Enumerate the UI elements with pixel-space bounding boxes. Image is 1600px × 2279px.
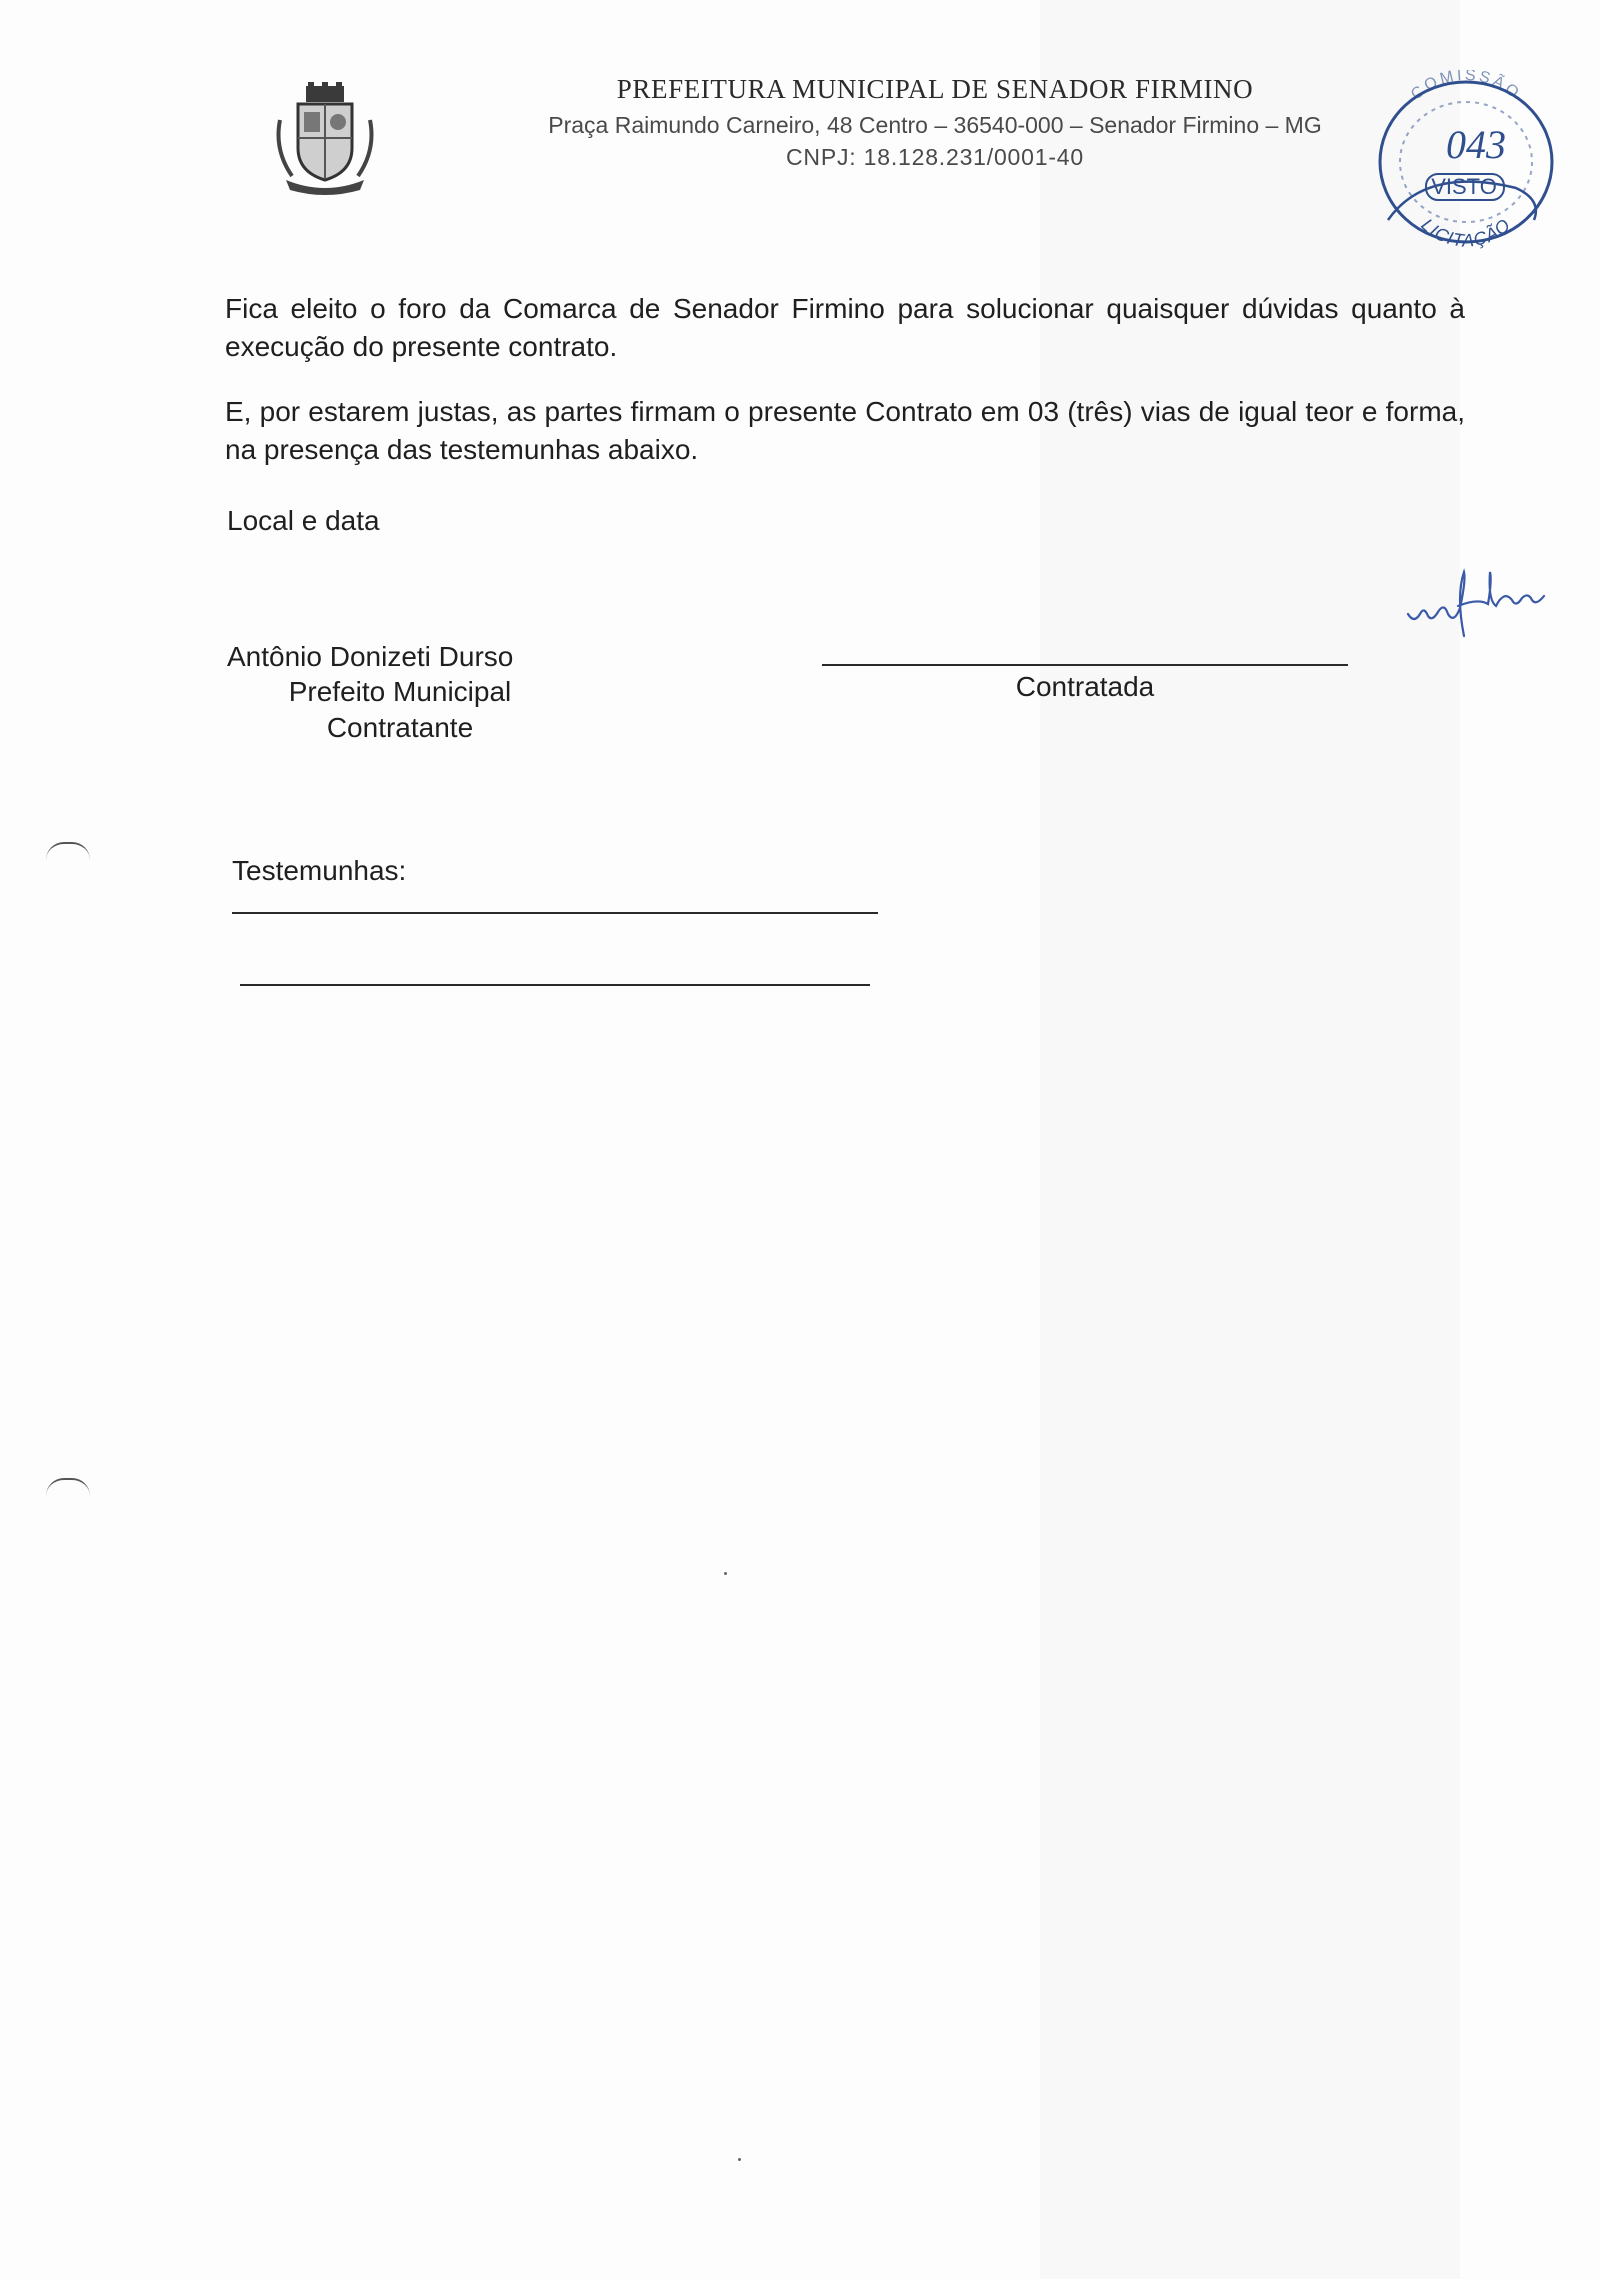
paragraph-agreement: E, por estarem justas, as partes firmam o presente Contrato em 03 (três) vias de igual teor e forma, na presença das testemunhas abaixo. xyxy=(225,396,1465,465)
contractor-role: Prefeito Municipal xyxy=(288,676,512,707)
paragraph-jurisdiction: Fica eleito o foro da Comarca de Senador Firmino para solucionar quaisquer dúvidas quanto à execução do presente contrato. xyxy=(225,293,1465,362)
stamp-bottom-text: LICITAÇÃO xyxy=(1417,214,1515,250)
contractor-name: Antônio Donizeti Durso xyxy=(227,641,514,672)
hole-punch-mark xyxy=(46,1478,90,1496)
svg-text:COMISSÃO xyxy=(1408,70,1524,103)
contracted-signature-line xyxy=(822,664,1348,666)
scan-speck xyxy=(724,1572,727,1575)
svg-text:LICITAÇÃO xyxy=(1417,214,1514,250)
handwritten-initials xyxy=(1404,560,1548,640)
contracted-label: Contratada xyxy=(1015,671,1155,702)
scan-speck xyxy=(738,2158,741,2161)
municipality-address: Praça Raimundo Carneiro, 48 Centro – 36540-000 – Senador Firmino – MG xyxy=(548,112,1322,138)
stamp-top-text: COMISSÃO xyxy=(1407,70,1525,104)
witness-1-signature-line xyxy=(232,912,878,914)
witnesses-label: Testemunhas: xyxy=(232,855,407,886)
coat-of-arms-icon xyxy=(272,80,378,196)
municipality-title: PREFEITURA MUNICIPAL DE SENADOR FIRMINO xyxy=(616,74,1254,104)
municipality-cnpj: CNPJ: 18.128.231/0001-40 xyxy=(786,144,1084,170)
stamp-middle-text: VISTO xyxy=(1431,174,1497,199)
place-and-date: Local e data xyxy=(227,505,380,536)
hole-punch-mark xyxy=(46,842,90,860)
stamp-number: 043 xyxy=(1446,122,1506,167)
licitacao-stamp xyxy=(1366,70,1562,250)
witness-2-signature-line xyxy=(240,984,870,986)
contractor-label: Contratante xyxy=(326,712,474,743)
